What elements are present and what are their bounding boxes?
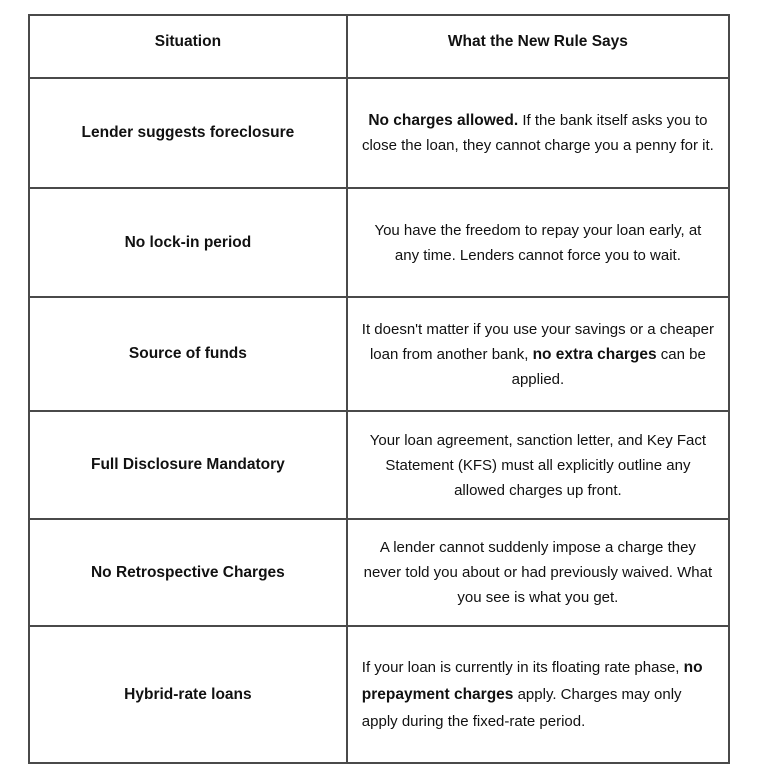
rule-text: A lender cannot suddenly impose a charge they never told you about or had previously waived. What you see is what you get. — [363, 539, 713, 606]
table-row — [29, 297, 729, 411]
table-row — [29, 411, 729, 519]
situation-cell: Source of funds — [29, 297, 347, 411]
table-row — [29, 626, 729, 763]
rule-text: If the bank itself asks you to close the loan, they cannot charge you a penny for it. — [361, 112, 714, 154]
rule-column-header: What the New Rule Says — [347, 15, 729, 78]
rule-text-bold: No charges allowed. — [368, 112, 519, 129]
rule-text-bold: no prepayment charges — [361, 659, 703, 703]
rule-cell — [347, 519, 729, 626]
rule-text: apply. Charges may only apply during the fixed-rate period. — [361, 686, 682, 730]
situation-cell: Hybrid-rate loans — [29, 626, 347, 763]
table-body — [29, 78, 729, 763]
rule-text: can be applied. — [511, 345, 706, 388]
new-rule-table — [28, 14, 730, 764]
situation-cell: Full Disclosure Mandatory — [29, 411, 347, 519]
rule-text: You have the freedom to repay your loan early, at any time. Lenders cannot force you to wait. — [374, 221, 702, 264]
rule-cell — [347, 297, 729, 411]
rule-cell — [347, 78, 729, 188]
table-header-row — [29, 15, 729, 78]
situation-cell: No Retrospective Charges — [29, 519, 347, 626]
table-row — [29, 519, 729, 626]
rule-text: It doesn't matter if you use your savings or a cheaper loan from another bank, — [361, 320, 715, 363]
table-row — [29, 188, 729, 297]
rule-cell — [347, 626, 729, 763]
rule-cell — [347, 411, 729, 519]
situation-cell: No lock-in period — [29, 188, 347, 297]
situation-column-header: Situation — [29, 15, 347, 78]
rule-cell — [347, 188, 729, 297]
rule-text-bold: no extra charges — [532, 345, 657, 363]
situation-cell: Lender suggests foreclosure — [29, 78, 347, 188]
rule-text: Your loan agreement, sanction letter, and Key Fact Statement (KFS) must all explicitly outline any allowed charges up front. — [369, 431, 707, 499]
rule-text: If your loan is currently in its floating rate phase, — [361, 659, 684, 676]
table-row — [29, 78, 729, 188]
